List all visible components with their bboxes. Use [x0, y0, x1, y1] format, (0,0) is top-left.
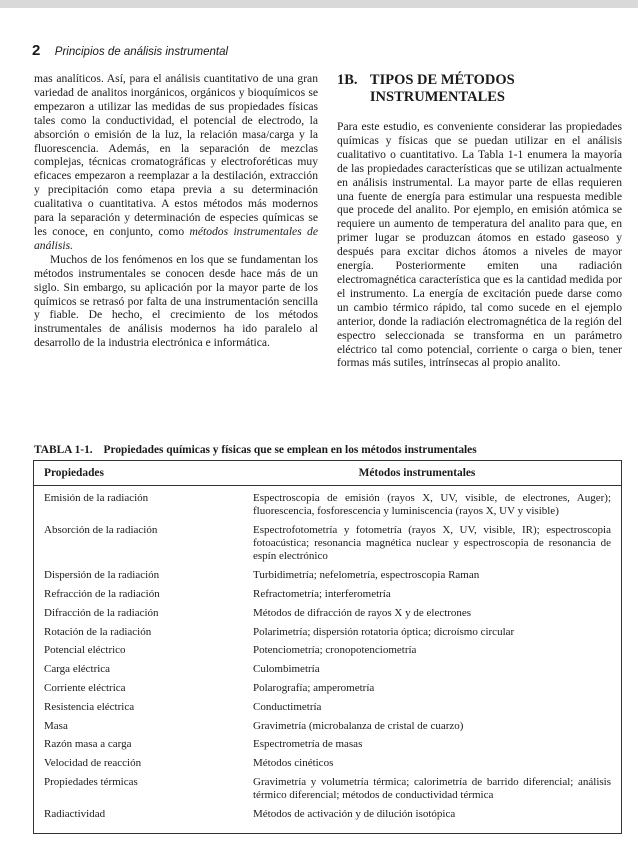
methods-cell: Turbidimetría; nefelometría, espectroscopia Raman: [253, 569, 480, 582]
property-cell: Masa: [44, 719, 68, 732]
methods-cell: Métodos de difracción de rayos X y de electrones: [253, 606, 472, 619]
left-paragraph-1: [34, 72, 318, 253]
table-row: [34, 644, 621, 657]
left-paragraph-2: Muchos de los fenómenos en los que se fundamentan los métodos instrumentales se conocen desde hace más de un siglo. Sin embargo, su aplicación por la mayor parte de los químicos se retrasó por falta de una instrumentación sencilla y fiable. De hecho, el crecimiento de los métodos instrumentales de análisis modernos ha ido paralelo al desarrollo de la industria electrónica e informática.: [34, 252, 318, 350]
running-title: Principios de análisis instrumental: [54, 46, 229, 58]
left-paragraph-1-text: mas analíticos. Así, para el análisis cuantitativo de una gran variedad de analitos inorgánicos, orgánicos y bioquímicos se empezaron a utilizar las medidas de sus propiedades físicas tales como la conductividad, el potencial de electrodo, la absorción o emisión de la luz, la relación masa/carga y la fluorescencia. Además, en la separación de mezclas complejas, técnicas cromatográficas y electroforéticas muy eficaces empezaron a reemplazar a la destilación, extracción y precipitación como etapa previa a su determinación cualitativa o cuantitativa. A estos métodos más modernos para la separación y determinación de especies químicas se les conoce, en conjunto, como: [34, 72, 318, 238]
methods-cell: Métodos de activación y de dilución isotópica: [253, 807, 456, 820]
property-cell: Resistencia eléctrica: [44, 700, 135, 713]
property-cell: Difracción de la radiación: [44, 606, 159, 619]
table-row: [34, 776, 621, 802]
table-row: [34, 738, 621, 751]
property-cell: Emisión de la radiación: [44, 492, 149, 504]
table-row: [34, 607, 621, 620]
column-header-properties: Propiedades: [44, 467, 104, 479]
left-column: [34, 72, 318, 350]
table-row: [34, 682, 621, 695]
section-heading: [337, 72, 622, 106]
property-cell: Refracción de la radiación: [44, 588, 160, 600]
property-cell: Potencial eléctrico: [44, 644, 126, 657]
table-label: TABLA 1-1.: [34, 444, 93, 456]
table-caption: [34, 444, 624, 456]
column-header-methods: Métodos instrumentales: [358, 467, 476, 479]
methods-cell: Culombimetría: [253, 663, 320, 676]
italic-term: métodos instrumentales de análisis.: [34, 224, 318, 252]
property-cell: Absorción de la radiación: [44, 524, 158, 536]
section-title: TIPOS DE MÉTODOS INSTRUMENTALES: [369, 72, 515, 105]
top-page-rule: [0, 0, 638, 8]
table-row: [34, 808, 621, 821]
methods-cell: Métodos cinéticos: [253, 757, 334, 770]
properties-table: [33, 460, 622, 834]
property-cell: Carga eléctrica: [44, 663, 111, 676]
table-row: [34, 626, 621, 639]
methods-cell: Refractometría; interferometría: [253, 588, 391, 600]
table-row: [34, 757, 621, 770]
table-row: [34, 588, 621, 601]
methods-cell: Polarimetría; dispersión rotatoria óptica; dicroísmo circular: [253, 625, 515, 638]
methods-cell: Espectrofotometría y fotometría (rayos X, UV, visible, IR); espectroscopia fotoacústica; resonancia magnética nuclear y espectroscopia de resonancia de espín electrónico: [253, 524, 611, 563]
property-cell: Razón masa a carga: [44, 738, 132, 751]
table-row: [34, 663, 621, 676]
table-row: [34, 720, 621, 733]
property-cell: Propiedades térmicas: [44, 775, 138, 788]
page-header: [32, 42, 622, 60]
methods-cell: Gravimetría (microbalanza de cristal de cuarzo): [253, 719, 464, 732]
section-number: 1B.: [337, 72, 358, 88]
property-cell: Radiactividad: [44, 807, 106, 820]
table-caption-text: Propiedades químicas y físicas que se emplean en los métodos instrumentales: [103, 444, 477, 456]
table-body: [34, 486, 621, 833]
property-cell: Dispersión de la radiación: [44, 569, 160, 582]
property-cell: Corriente eléctrica: [44, 681, 126, 694]
right-column: [337, 72, 622, 370]
table-row: [34, 701, 621, 714]
methods-cell: Conductimetría: [253, 700, 322, 713]
methods-cell: Potenciometría; cronopotenciometría: [253, 644, 417, 657]
page-number: 2: [32, 42, 41, 59]
right-paragraph: Para este estudio, es conveniente considerar las propiedades químicas y físicas que se puedan utilizar en el análisis cualitativo o cuantitativo. La Tabla 1-1 enumera la mayoría de las propiedades características que se utilizan actualmente en análisis instrumental. La mayor parte de ellas requieren una fuente de energía para estimular una respuesta medible que procede del analito. Por ejemplo, en emisión atómica se requiere un aumento de temperatura del analito para que, en primer lugar se produzcan átomos en estado gaseoso y después para excitar dichos átomos a niveles de mayor energía. Posteriormente emiten una radiación electromagnética característica que es la cantidad medida por el instrumento. La energía de excitación puede darse como un cambio térmico rápido, tal como sucede en el ejemplo anterior, donde la radiación electromagnética de la región del espectro seleccionada se transforma en un parámetro eléctrico tal como potencial, corriente o carga o bien, tener formas más sutiles, intrínsecas al propio analito.: [337, 120, 622, 370]
table-row: [34, 569, 621, 582]
table-row: [34, 524, 621, 564]
methods-cell: Gravimetría y volumetría térmica; calorimetría de barrido diferencial; análisis térmico diferencial; métodos de conductividad térmica: [253, 775, 611, 802]
table-row: [34, 492, 621, 518]
table-header-row: [34, 461, 621, 486]
property-cell: Velocidad de reacción: [44, 757, 142, 770]
methods-cell: Polarografía; amperometría: [253, 681, 375, 694]
methods-cell: Espectroscopia de emisión (rayos X, UV, visible, de electrones, Auger); fluorescencia, fosforescencia y luminiscencia (rayos X, UV y visible): [253, 492, 611, 518]
methods-cell: Espectrometría de masas: [253, 738, 363, 751]
property-cell: Rotación de la radiación: [44, 625, 152, 638]
